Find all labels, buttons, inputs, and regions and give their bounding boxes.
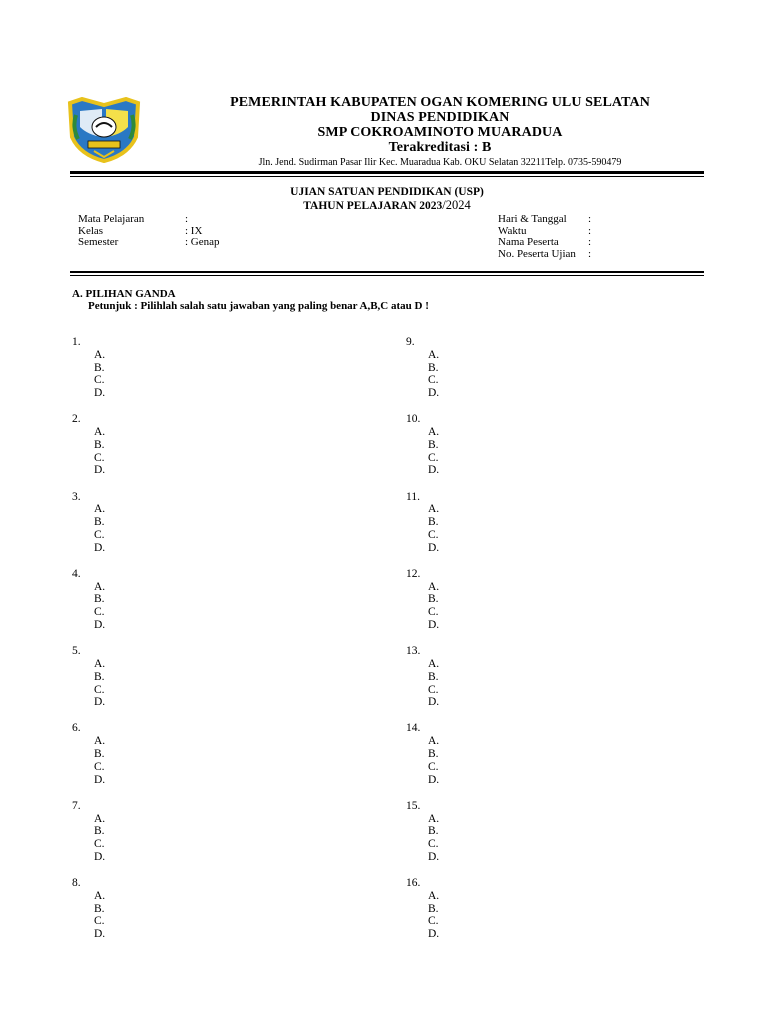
question-number: 9.: [406, 336, 415, 348]
question-number: 8.: [72, 877, 81, 890]
letterhead-line-3: SMP COKROAMINOTO MUARADUA: [317, 125, 563, 140]
answer-option: C.: [428, 760, 439, 773]
meta-value: :: [588, 213, 592, 225]
question-item: [406, 568, 439, 645]
question-number: 12.: [406, 567, 421, 580]
question-item: [406, 645, 439, 722]
question-number: 14.: [406, 722, 421, 735]
meta-divider-thick: [70, 271, 704, 273]
letterhead-line-2: DINAS PENDIDIKAN: [370, 110, 510, 125]
question-number: 13.: [406, 645, 421, 658]
questions-column-right: [406, 336, 439, 954]
letterhead: [150, 95, 730, 170]
answer-option: A.: [94, 580, 106, 593]
meta-value: :: [185, 213, 189, 225]
meta-label: Waktu: [498, 224, 527, 237]
question-number: 6.: [72, 722, 81, 735]
answer-option: D.: [428, 773, 440, 786]
question-number: 1.: [72, 336, 81, 348]
questions-column-left: [72, 336, 105, 954]
answer-option: D.: [94, 850, 106, 863]
answer-option: A.: [94, 812, 106, 825]
meta-label: No. Peserta Ujian: [498, 247, 576, 260]
meta-divider-thin: [70, 275, 704, 276]
answer-option: A.: [428, 580, 440, 593]
answer-option: B.: [94, 361, 105, 374]
letterhead-address: Jln. Jend. Sudirman Pasar Ilir Kec. Muaradua Kab. OKU Selatan 32211Telp. 0735-590479: [258, 157, 622, 168]
section-instruction: Petunjuk : Pilihlah salah satu jawaban yang paling benar A,B,C atau D !: [88, 300, 429, 312]
answer-option: B.: [428, 748, 439, 761]
answer-option: D.: [94, 696, 106, 709]
answer-option: D.: [94, 619, 106, 632]
answer-option: A.: [428, 889, 440, 902]
answer-option: D.: [428, 541, 440, 554]
question-item: [406, 413, 439, 490]
answer-option: B.: [94, 670, 105, 683]
answer-option: B.: [94, 593, 105, 606]
answer-option: C.: [94, 683, 105, 696]
answer-option: A.: [94, 889, 106, 902]
meta-label: Semester: [78, 236, 119, 249]
answer-option: D.: [428, 696, 440, 709]
answer-option: A.: [428, 426, 440, 439]
answer-option: D.: [94, 387, 106, 400]
question-number: 3.: [72, 490, 81, 503]
regency-crest-icon: [66, 97, 142, 163]
answer-option: C.: [428, 374, 439, 387]
answer-option: C.: [428, 838, 439, 851]
answer-option: D.: [94, 541, 106, 554]
answer-option: A.: [428, 503, 440, 516]
exam-year-label: TAHUN PELAJARAN 2023: [303, 200, 443, 212]
question-item: [72, 413, 105, 490]
letterhead-line-4: Terakreditasi : B: [388, 140, 492, 155]
question-number: 15.: [406, 799, 421, 812]
exam-name: UJIAN SATUAN PENDIDIKAN (USP): [290, 186, 484, 198]
answer-option: C.: [94, 606, 105, 619]
answer-option: B.: [428, 902, 439, 915]
question-item: [406, 336, 439, 413]
question-item: [406, 877, 439, 954]
answer-option: B.: [94, 748, 105, 761]
meta-label: Kelas: [78, 224, 104, 237]
meta-value: :: [588, 236, 592, 249]
exam-meta-left: [78, 214, 220, 249]
answer-option: A.: [94, 503, 106, 516]
answer-option: B.: [428, 516, 439, 529]
question-number: 10.: [406, 413, 421, 426]
answer-option: B.: [94, 902, 105, 915]
letterhead-line-1: PEMERINTAH KABUPATEN OGAN KOMERING ULU SELATAN: [230, 95, 650, 110]
answer-option: C.: [94, 760, 105, 773]
answer-option: B.: [428, 593, 439, 606]
answer-option: B.: [94, 516, 105, 529]
exam-meta-right: [498, 214, 591, 260]
meta-row: [498, 214, 591, 226]
exam-title: [70, 186, 704, 213]
answer-option: B.: [428, 825, 439, 838]
meta-value: :: [588, 224, 592, 237]
answer-option: A.: [428, 735, 440, 748]
answer-option: C.: [94, 451, 105, 464]
answer-option: D.: [428, 619, 440, 632]
answer-option: C.: [428, 451, 439, 464]
answer-option: A.: [428, 657, 440, 670]
answer-option: B.: [94, 438, 105, 451]
question-item: [72, 336, 105, 413]
question-number: 2.: [72, 413, 81, 426]
answer-option: C.: [94, 528, 105, 541]
answer-option: B.: [428, 670, 439, 683]
answer-option: D.: [428, 850, 440, 863]
answer-option: A.: [428, 812, 440, 825]
question-item: [72, 800, 105, 877]
header-divider-thick: [70, 171, 704, 174]
question-item: [406, 491, 439, 568]
answer-option: C.: [94, 838, 105, 851]
question-item: [72, 722, 105, 799]
answer-option: D.: [94, 464, 106, 477]
answer-option: D.: [94, 928, 106, 941]
meta-label: Mata Pelajaran: [78, 213, 145, 225]
answer-option: A.: [94, 657, 106, 670]
meta-row: [78, 214, 220, 226]
section-title: A. PILIHAN GANDA: [72, 288, 176, 300]
answer-option: B.: [94, 825, 105, 838]
question-number: 11.: [406, 490, 420, 503]
meta-row: [78, 237, 220, 249]
question-item: [72, 645, 105, 722]
answer-option: C.: [428, 528, 439, 541]
answer-option: C.: [428, 606, 439, 619]
answer-option: B.: [428, 361, 439, 374]
meta-row: [498, 249, 591, 261]
question-item: [406, 722, 439, 799]
meta-value: :: [588, 247, 592, 260]
meta-value: : IX: [185, 224, 203, 237]
answer-option: C.: [428, 915, 439, 928]
question-number: 16.: [406, 877, 421, 890]
answer-option: C.: [94, 915, 105, 928]
answer-option: D.: [428, 387, 440, 400]
exam-year-suffix: /2024: [442, 198, 471, 212]
question-item: [72, 568, 105, 645]
meta-value: : Genap: [185, 236, 220, 249]
exam-year: [70, 199, 704, 213]
answer-option: A.: [428, 348, 440, 361]
header-divider-thin: [70, 176, 704, 177]
question-number: 5.: [72, 645, 81, 658]
meta-label: Hari & Tanggal: [498, 213, 567, 225]
answer-option: A.: [94, 348, 106, 361]
answer-option: D.: [428, 464, 440, 477]
answer-option: D.: [94, 773, 106, 786]
question-item: [406, 800, 439, 877]
meta-label: Nama Peserta: [498, 236, 559, 249]
answer-option: A.: [94, 426, 106, 439]
question-item: [72, 491, 105, 568]
answer-option: C.: [428, 683, 439, 696]
question-number: 7.: [72, 799, 81, 812]
answer-option: C.: [94, 374, 105, 387]
question-item: [72, 877, 105, 954]
question-number: 4.: [72, 567, 81, 580]
answer-option: D.: [428, 928, 440, 941]
answer-option: B.: [428, 438, 439, 451]
answer-option: A.: [94, 735, 106, 748]
